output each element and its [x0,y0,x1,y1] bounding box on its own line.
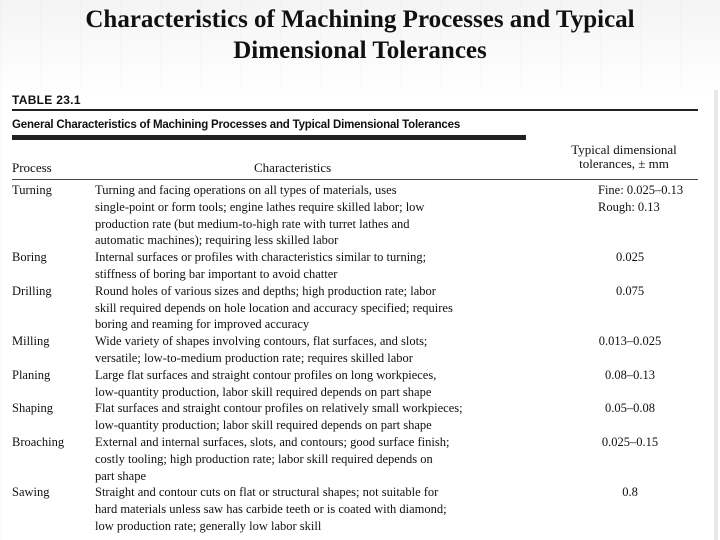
process-name: Turning [12,183,52,197]
tolerance-value: 0.08–0.13 [605,367,655,382]
tolerance-cell [560,367,700,401]
table-number: TABLE 23.1 [12,93,81,107]
tolerance-cell [560,182,700,249]
characteristics-line: Flat surfaces and straight contour profiles on relatively small workpieces; [95,401,463,416]
characteristics-line: versatile; low-to-medium production rate; requires skilled labor [95,350,413,365]
table-row [6,434,714,484]
tolerance-value: Rough: 0.13 [598,199,660,214]
caption-underline [12,135,526,140]
header-tolerances [554,143,694,171]
tolerance-cell [560,400,700,434]
header-process: Process [12,160,52,175]
tolerance-value: 0.013–0.025 [598,334,662,349]
characteristics-line: Straight and contour cuts on flat or structural shapes; not suitable for [95,485,439,500]
characteristics-cell [90,182,560,249]
tolerance-value: 0.025 [615,250,645,265]
header-tolerances-line2: tolerances, ± mm [579,156,669,171]
table-row [6,182,714,249]
tolerance-cell [560,484,700,534]
header-tolerances-line1: Typical dimensional [571,142,677,157]
tolerance-cell [560,333,700,367]
process-name: Milling [12,334,50,349]
characteristics-cell [90,333,560,367]
characteristics-line: production rate (but medium-to-high rate with turret lathes and [95,216,410,231]
characteristics-line: External and internal surfaces, slots, and contours; good surface finish; [95,434,450,449]
tolerance-cell [560,249,700,283]
characteristics-line: low-quantity production; labor skill required depends on part shape [95,418,432,433]
table-caption: General Characteristics of Machining Processes and Typical Dimensional Tolerances [12,119,461,131]
header-rule [12,179,698,180]
characteristics-cell [90,367,560,401]
tolerance-value: 0.8 [622,485,638,500]
tolerance-value: 0.05–0.08 [605,401,655,416]
table-row [6,367,714,401]
characteristics-line: Round holes of various sizes and depths; high production rate; labor [95,283,436,298]
table-row [6,333,714,367]
header-characteristics: Characteristics [254,160,332,175]
characteristics-line: skill required depends on hole location and accuracy specified; requires [95,300,453,315]
process-name: Planing [12,367,51,382]
tolerance-value: 0.075 [615,283,645,298]
process-name: Broaching [12,434,65,449]
table-figure [6,90,718,540]
characteristics-cell [90,484,560,534]
slide-title-line2: Dimensional Tolerances [233,37,487,64]
process-name: Shaping [12,401,53,416]
table-body [6,182,714,535]
table-row [6,484,714,534]
table-row [6,249,714,283]
process-name: Boring [12,250,47,265]
table-row [6,283,714,333]
characteristics-line: single-point or form tools; engine lathes require skilled labor; low [95,199,425,214]
process-name: Sawing [12,485,50,500]
characteristics-line: Large flat surfaces and straight contour profiles on long workpieces, [95,367,437,382]
tolerance-cell [560,434,700,484]
characteristics-cell [90,283,560,333]
slide-title [0,4,720,66]
characteristics-line: low production rate; generally low labor skill [95,518,322,533]
table-row [6,400,714,434]
characteristics-line: hard materials unless saw has carbide teeth or is coated with diamond; [95,502,447,517]
characteristics-line: Wide variety of shapes involving contours, flat surfaces, and slots; [95,334,428,349]
slide-title-line1: Characteristics of Machining Processes and Typical [85,6,635,33]
characteristics-cell [90,400,560,434]
tolerance-value: Fine: 0.025–0.13 [598,183,684,197]
process-name: Drilling [12,283,52,298]
characteristics-cell [90,249,560,283]
characteristics-line: part shape [95,468,147,483]
characteristics-line: low-quantity production, labor skill required depends on part shape [95,384,432,399]
characteristics-cell [90,434,560,484]
characteristics-line: costly tooling; high production rate; labor skill required depends on [95,451,433,466]
characteristics-line: Internal surfaces or profiles with characteristics similar to turning; [95,250,427,265]
characteristics-line: Turning and facing operations on all types of materials, uses [95,183,397,197]
characteristics-line: boring and reaming for improved accuracy [95,317,310,332]
top-rule [12,109,698,111]
characteristics-line: stiffness of boring bar important to avoid chatter [95,266,338,281]
tolerance-value: 0.025–0.15 [601,434,659,449]
tolerance-cell [560,283,700,333]
characteristics-line: automatic machines); requiring less skilled labor [95,233,339,248]
